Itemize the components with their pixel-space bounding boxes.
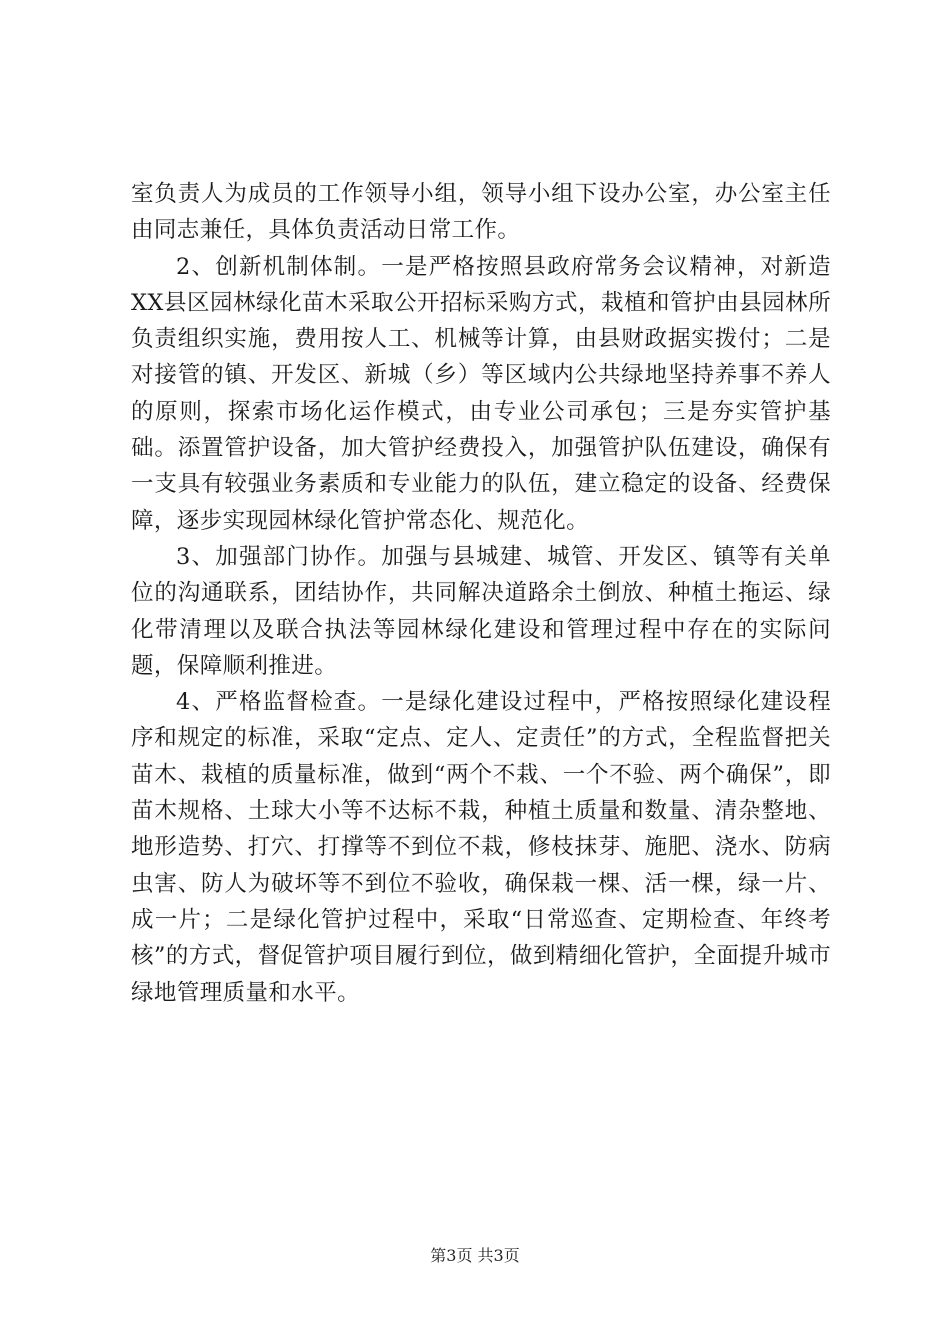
- page-number-label: 第3页 共3页: [430, 1246, 520, 1265]
- paragraph-continuation: 室负责人为成员的工作领导小组，领导小组下设办公室，办公室主任由同志兼任，具体负责活动日常工作。: [131, 181, 831, 244]
- paragraph-item-3: 3、加强部门协作。加强与县城建、城管、开发区、镇等有关单位的沟通联系，团结协作，共同解决道路余土倒放、种植土拖运、绿化带清理以及联合执法等园林绿化建设和管理过程中存在的实际问题，保障顺利推进。: [131, 543, 831, 679]
- paragraph-item-4: 4、严格监督检查。一是绿化建设过程中，严格按照绿化建设程序和规定的标准，采取“定点、定人、定责任”的方式，全程监督把关苗木、栽植的质量标准，做到“两个不栽、一个不验、两个确保”，即苗木规格、土球大小等不达标不栽，种植土质量和数量、清杂整地、地形造势、打穴、打撑等不到位不栽，修枝抹芽、施肥、浇水、防病虫害、防人为破坏等不到位不验收，确保栽一棵、活一棵，绿一片、成一片；二是绿化管护过程中，采取“日常巡查、定期检查、年终考核”的方式，督促管护项目履行到位，做到精细化管护，全面提升城市绿地管理质量和水平。: [131, 689, 831, 1006]
- page-footer: [0, 1244, 950, 1268]
- paragraph-item-2: 2、创新机制体制。一是严格按照县政府常务会议精神，对新造XX县区园林绿化苗木采取公开招标采购方式，栽植和管护由县园林所负责组织实施，费用按人工、机械等计算，由县财政据实拨付；二是对接管的镇、开发区、新城（乡）等区域内公共绿地坚持养事不养人的原则，探索市场化运作模式，由专业公司承包；三是夯实管护基础。添置管护设备，加大管护经费投入，加强管护队伍建设，确保有一支具有较强业务素质和专业能力的队伍，建立稳定的设备、经费保障，逐步实现园林绿化管护常态化、规范化。: [131, 253, 831, 534]
- document-body: [131, 176, 831, 1011]
